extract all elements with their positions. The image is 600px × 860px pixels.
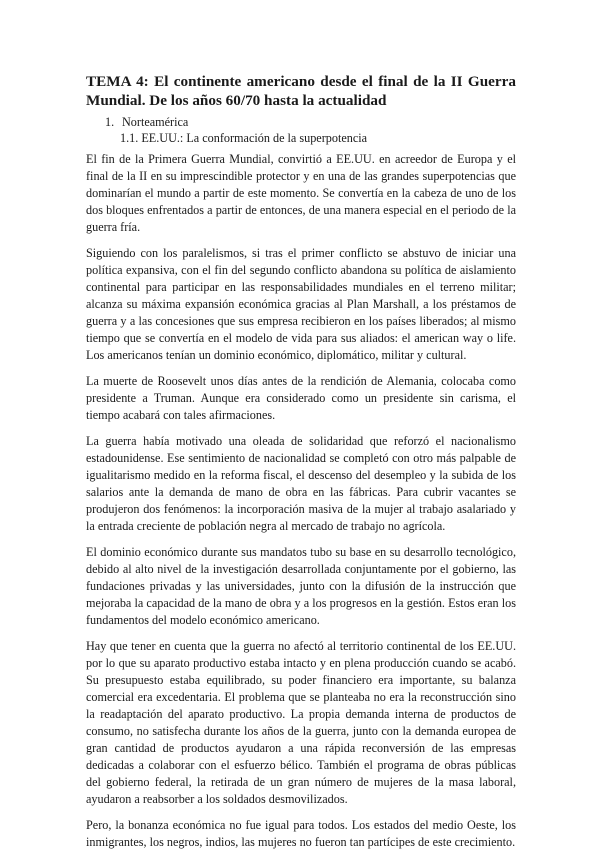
outline-item-1-number: 1. xyxy=(105,115,115,129)
outline-item-1 xyxy=(105,114,367,130)
outline-item-1-1: 1.1. EE.UU.: La conformación de la superpotencia xyxy=(120,131,368,145)
paragraph: El fin de la Primera Guerra Mundial, convirtió a EE.UU. en acreedor de Europa y el final de la II en su imprescindible protector y en una de las grandes superpotencias que dominarían el mundo a partir de este momento. Se convertía en la cabeza de uno de los dos bloques enfrentados a partir de entonces, de una manera especial en el periodo de la guerra fría. xyxy=(86,152,516,234)
section-outline xyxy=(105,114,367,146)
paragraph: Pero, la bonanza económica no fue igual para todos. Los estados del medio Oeste, los inmigrantes, los negros, indios, las mujeres no fueron tan partícipes de este crecimiento. xyxy=(86,818,516,849)
paragraph: La muerte de Roosevelt unos días antes de la rendición de Alemania, colocaba como presidente a Truman. Aunque era considerado como un presidente sin carisma, el tiempo acabará con tales afirmaciones. xyxy=(86,374,516,422)
document-title: TEMA 4: El continente americano desde el final de la II Guerra Mundial. De los años 60/70 hasta la actualidad xyxy=(86,73,516,109)
paragraph: Siguiendo con los paralelismos, si tras el primer conflicto se abstuvo de iniciar una política expansiva, con el fin del segundo conflicto abandona su política de aislamiento continental para participar en las responsabilidades mundiales en el terreno militar; alcanza su máxima expansión económica gracias al Plan Marshall, a los préstamos de guerra y a las concesiones que sus empresa recibieron en los países liberados; al mismo tiempo que se convertía en el modelo de vida para sus aliados: el american way o life. Los americanos tenían un dominio económico, diplomático, militar y cultural. xyxy=(86,246,516,362)
paragraph: La guerra había motivado una oleada de solidaridad que reforzó el nacionalismo estadounidense. Ese sentimiento de nacionalidad se completó con otro más palpable de igualitarismo medido en la reforma fiscal, el descenso del desempleo y la subida de los salarios ante la demanda de mano de obra en las fábricas. Para cubrir vacantes se produjeron dos fenómenos: la incorporación masiva de la mujer al trabajo asalariado y la entrada creciente de población negra al mercado de trabajo no agrícola. xyxy=(86,434,516,533)
outline-item-1-label: Norteamérica xyxy=(122,115,189,129)
body-text xyxy=(86,151,516,860)
paragraph: Hay que tener en cuenta que la guerra no afectó al territorio continental de los EE.UU. por lo que su aparato productivo estaba intacto y en plena producción cuando se acabó. Su presupuesto estaba equilibrado, su poder financiero era importante, su balanza comercial era excedentaria. El problema que se planteaba no era la reconstrucción sino la readaptación del aparato productivo. La propia demanda interna de productos de consumo, no satisfecha durante los años de la guerra, junto con la demanda europea de gran cantidad de productos ayudaron a una rápida reconversión de las empresas dedicadas a colaborar con el esfuerzo bélico. También el programa de obras públicas del gobierno federal, la retirada de un gran número de mujeres de la masa laboral, ayudaron a reabsorber a los soldados desmovilizados. xyxy=(86,639,516,806)
paragraph: El dominio económico durante sus mandatos tubo su base en su desarrollo tecnológico, debido al alto nivel de la investigación desarrollada conjuntamente por el gobierno, las fundaciones privadas y las universidades, junto con la difusión de la instrucción que mejoraba la capacidad de la mano de obra y a los progresos en la gestión. Estos eran los fundamentos del modelo económico americano. xyxy=(86,545,516,627)
